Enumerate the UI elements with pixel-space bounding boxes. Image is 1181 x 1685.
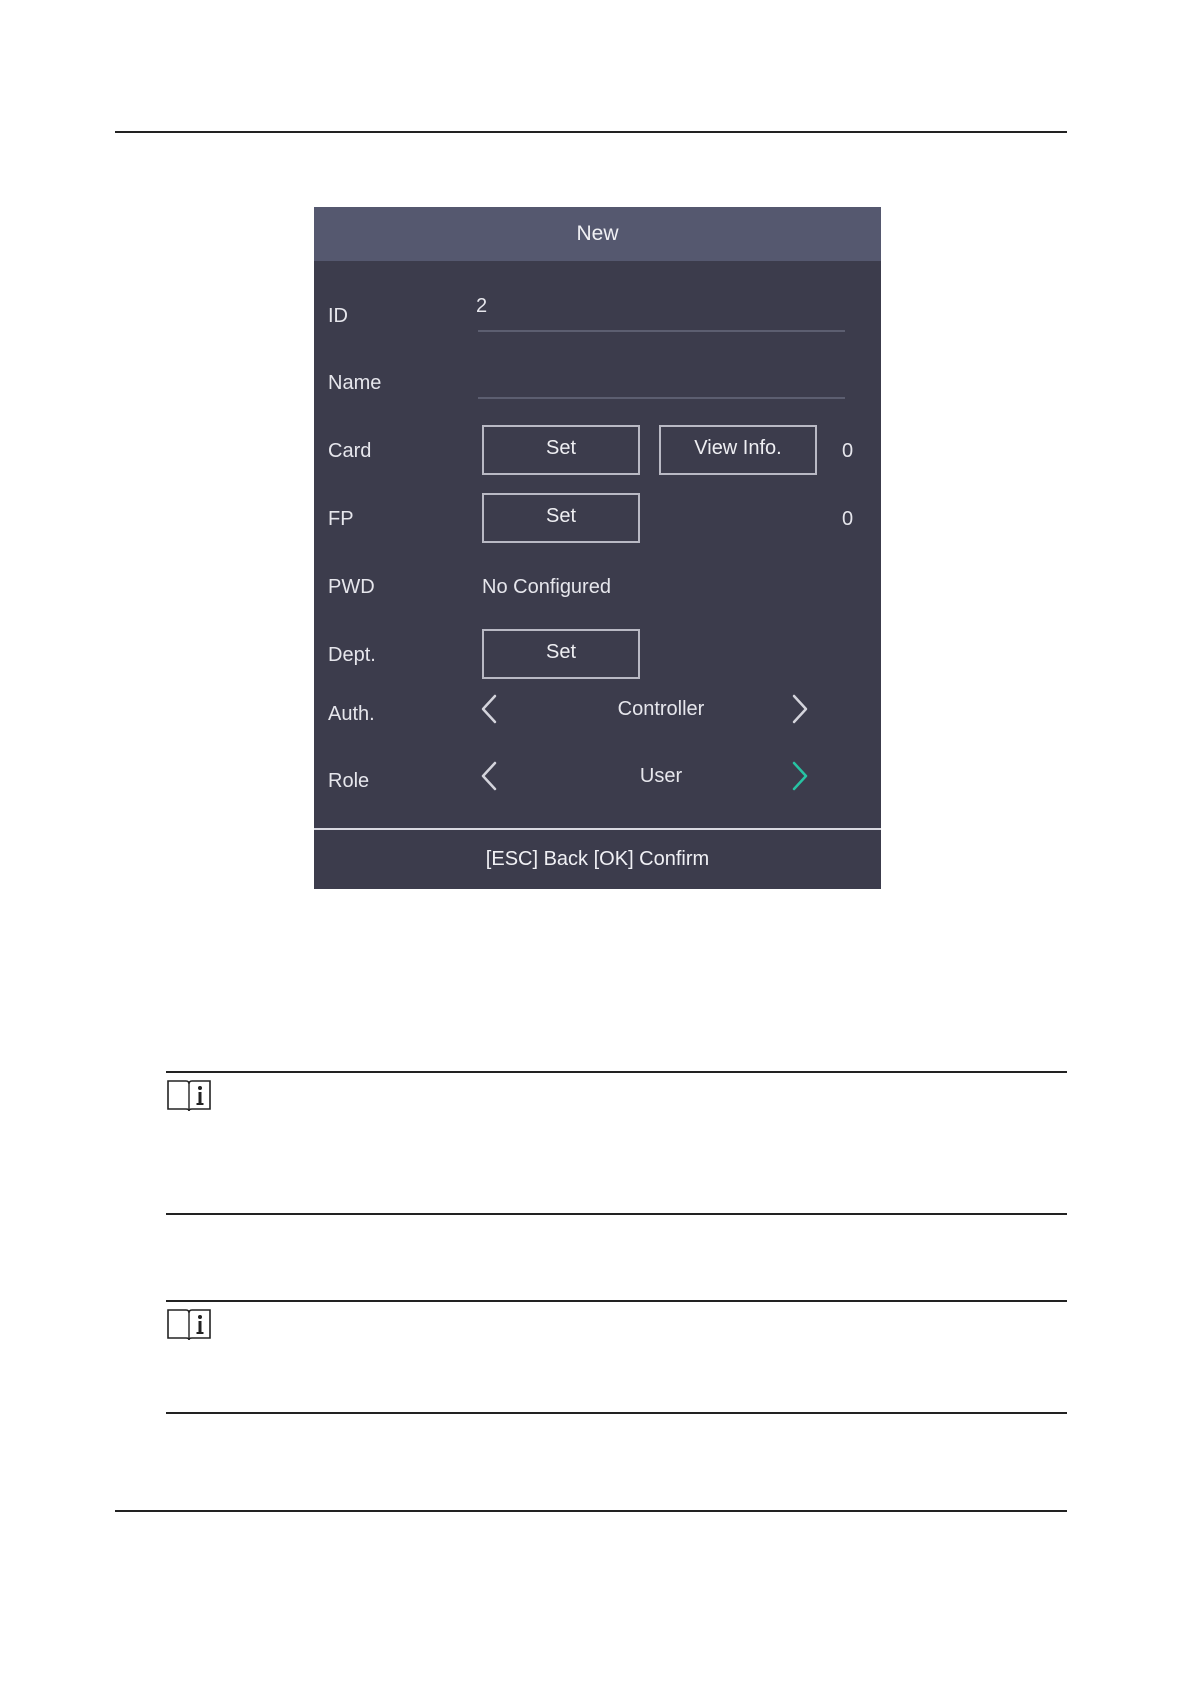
dept-label: Dept. [328,644,376,666]
id-input-underline [478,330,845,332]
role-prev-chevron-left-icon[interactable] [479,760,501,792]
id-input[interactable]: 2 [476,295,488,317]
pwd-value[interactable]: No Configured [482,576,611,598]
note-2-bottom-rule [166,1412,1067,1414]
name-label: Name [328,372,382,394]
card-view-info-button[interactable]: View Info. [659,425,817,475]
auth-prev-chevron-left-icon[interactable] [479,693,501,725]
screen-title: New [314,207,881,261]
card-set-button[interactable]: Set [482,425,640,475]
note-book-info-icon [166,1078,212,1112]
page-header-rule [115,131,1067,133]
role-value: User [639,765,683,787]
dept-set-button[interactable]: Set [482,629,640,679]
note-2-top-rule [166,1300,1067,1302]
name-input[interactable] [476,362,836,388]
card-count: 0 [842,440,854,462]
role-next-chevron-right-icon[interactable] [788,760,810,792]
screen-footer-hint: [ESC] Back [OK] Confirm [485,848,710,870]
role-label: Role [328,770,370,792]
note-book-info-icon [166,1307,212,1341]
auth-value: Controller [617,698,705,720]
card-label: Card [328,440,372,462]
fp-label: FP [328,508,354,530]
device-screen-new-user [314,207,881,889]
id-label: ID [328,305,348,327]
auth-label: Auth. [328,703,375,725]
auth-next-chevron-right-icon[interactable] [788,693,810,725]
fp-count: 0 [842,508,854,530]
page-footer-rule [115,1510,1067,1512]
name-input-underline [478,397,845,399]
fp-set-button[interactable]: Set [482,493,640,543]
note-1-top-rule [166,1071,1067,1073]
note-1-bottom-rule [166,1213,1067,1215]
pwd-label: PWD [328,576,375,598]
